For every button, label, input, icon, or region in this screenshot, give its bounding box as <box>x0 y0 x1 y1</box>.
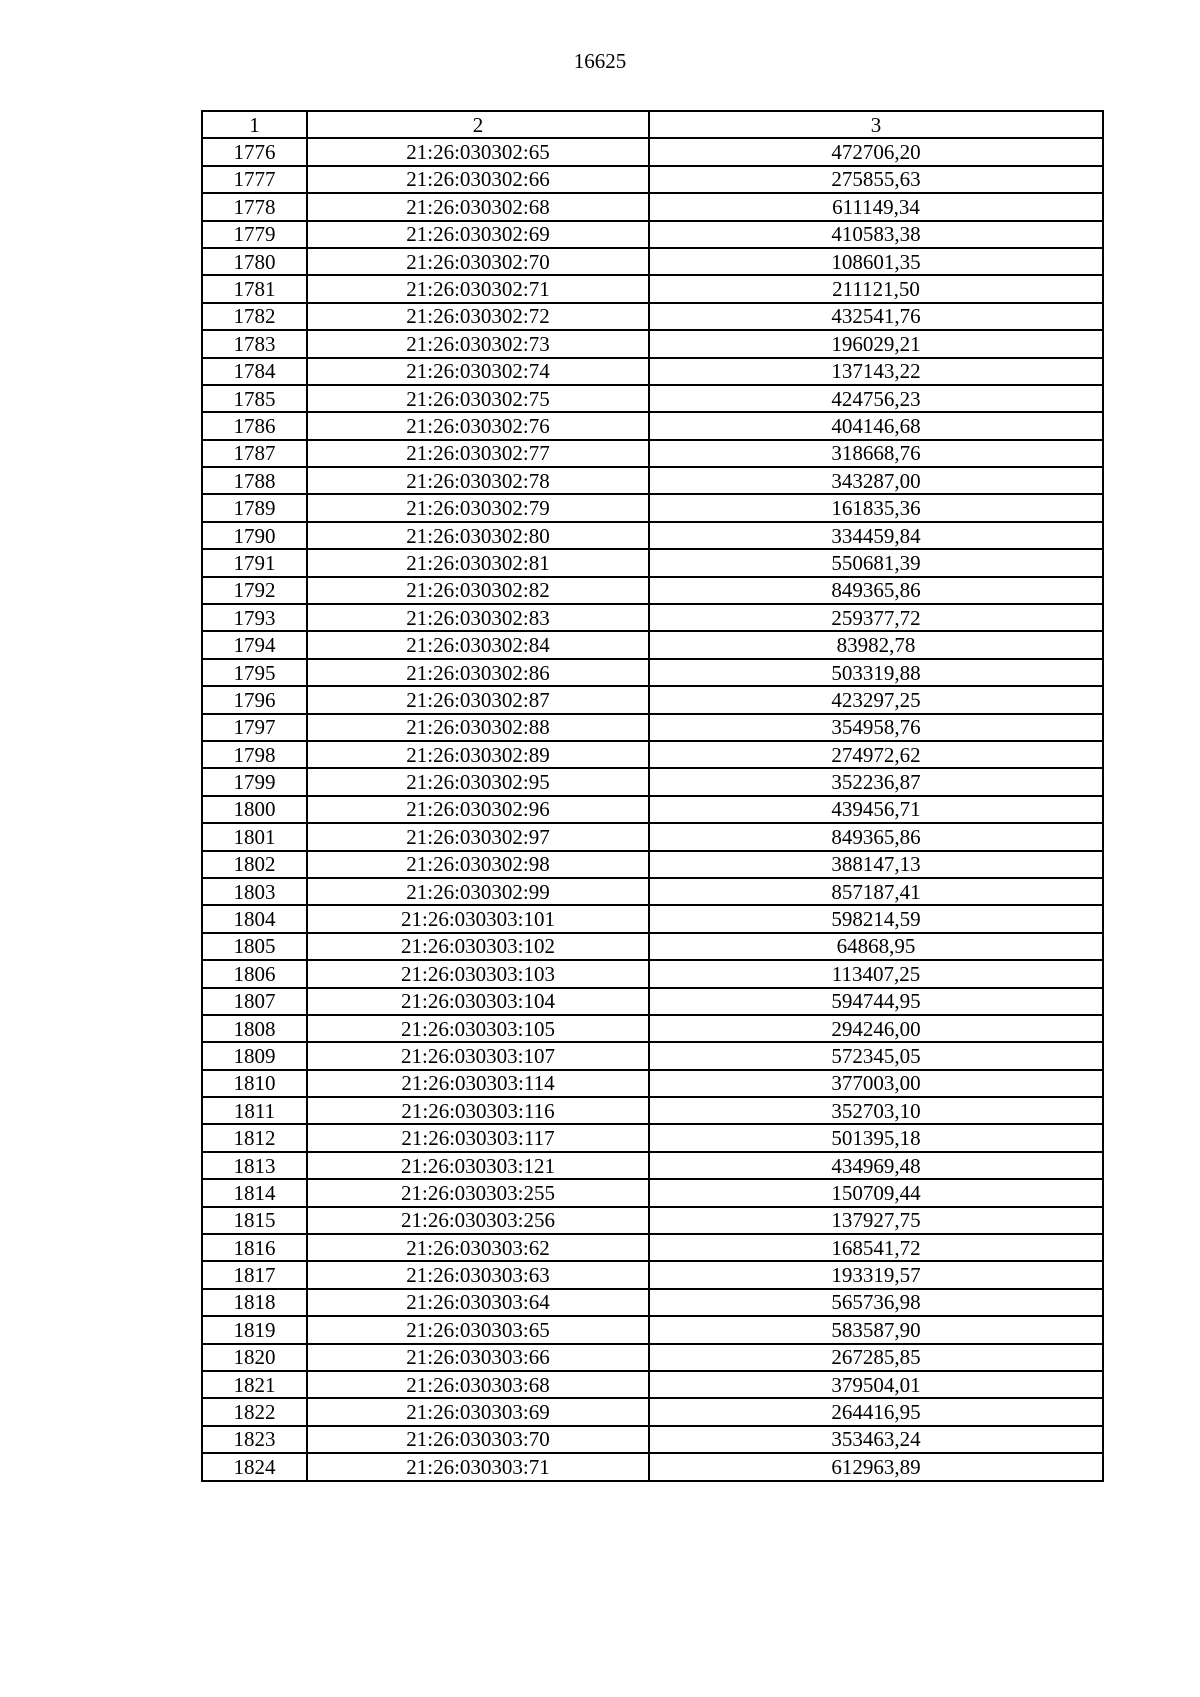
value-cell: 352236,87 <box>649 768 1103 795</box>
table-row <box>202 1316 1103 1343</box>
cadastral-number-cell: 21:26:030302:81 <box>307 549 649 576</box>
table-row <box>202 1207 1103 1234</box>
row-number-cell: 1819 <box>202 1316 307 1343</box>
row-number-cell: 1784 <box>202 358 307 385</box>
table-row <box>202 1015 1103 1042</box>
value-cell: 550681,39 <box>649 549 1103 576</box>
cadastral-number-cell: 21:26:030302:82 <box>307 577 649 604</box>
value-cell: 583587,90 <box>649 1316 1103 1343</box>
row-number-cell: 1794 <box>202 631 307 658</box>
value-cell: 377003,00 <box>649 1070 1103 1097</box>
value-cell: 572345,05 <box>649 1042 1103 1069</box>
table-row <box>202 1234 1103 1261</box>
cadastral-number-cell: 21:26:030302:69 <box>307 221 649 248</box>
table-row <box>202 412 1103 439</box>
value-cell: 211121,50 <box>649 275 1103 302</box>
row-number-cell: 1780 <box>202 248 307 275</box>
cadastral-number-cell: 21:26:030303:121 <box>307 1152 649 1179</box>
table-row <box>202 604 1103 631</box>
table-row <box>202 631 1103 658</box>
cadastral-number-cell: 21:26:030303:104 <box>307 988 649 1015</box>
row-number-cell: 1791 <box>202 549 307 576</box>
table-row <box>202 1289 1103 1316</box>
table-row <box>202 385 1103 412</box>
cadastral-number-cell: 21:26:030302:87 <box>307 686 649 713</box>
row-number-cell: 1798 <box>202 741 307 768</box>
row-number-cell: 1802 <box>202 851 307 878</box>
table-row <box>202 1344 1103 1371</box>
table-row <box>202 440 1103 467</box>
cadastral-number-cell: 21:26:030302:65 <box>307 138 649 165</box>
cadastral-number-cell: 21:26:030302:80 <box>307 522 649 549</box>
table-row <box>202 1097 1103 1124</box>
table-row <box>202 166 1103 193</box>
table-row <box>202 358 1103 385</box>
table-row <box>202 1124 1103 1151</box>
value-cell: 565736,98 <box>649 1289 1103 1316</box>
table-body <box>202 138 1103 1480</box>
value-cell: 108601,35 <box>649 248 1103 275</box>
value-cell: 150709,44 <box>649 1179 1103 1206</box>
value-cell: 64868,95 <box>649 933 1103 960</box>
cadastral-number-cell: 21:26:030303:64 <box>307 1289 649 1316</box>
row-number-cell: 1788 <box>202 467 307 494</box>
table-row <box>202 330 1103 357</box>
row-number-cell: 1822 <box>202 1398 307 1425</box>
value-cell: 264416,95 <box>649 1398 1103 1425</box>
table-row <box>202 577 1103 604</box>
cadastral-number-cell: 21:26:030302:72 <box>307 303 649 330</box>
row-number-cell: 1789 <box>202 494 307 521</box>
value-cell: 354958,76 <box>649 714 1103 741</box>
table-row <box>202 494 1103 521</box>
row-number-cell: 1817 <box>202 1261 307 1288</box>
value-cell: 434969,48 <box>649 1152 1103 1179</box>
value-cell: 503319,88 <box>649 659 1103 686</box>
cadastral-number-cell: 21:26:030302:76 <box>307 412 649 439</box>
value-cell: 161835,36 <box>649 494 1103 521</box>
row-number-cell: 1793 <box>202 604 307 631</box>
row-number-cell: 1803 <box>202 878 307 905</box>
cadastral-number-cell: 21:26:030302:97 <box>307 823 649 850</box>
value-cell: 318668,76 <box>649 440 1103 467</box>
row-number-cell: 1815 <box>202 1207 307 1234</box>
table-row <box>202 1261 1103 1288</box>
row-number-cell: 1785 <box>202 385 307 412</box>
value-cell: 410583,38 <box>649 221 1103 248</box>
cadastral-number-cell: 21:26:030302:78 <box>307 467 649 494</box>
row-number-cell: 1806 <box>202 960 307 987</box>
cadastral-number-cell: 21:26:030302:79 <box>307 494 649 521</box>
value-cell: 353463,24 <box>649 1426 1103 1453</box>
table-row <box>202 823 1103 850</box>
value-cell: 472706,20 <box>649 138 1103 165</box>
value-cell: 423297,25 <box>649 686 1103 713</box>
row-number-cell: 1795 <box>202 659 307 686</box>
row-number-cell: 1807 <box>202 988 307 1015</box>
cadastral-number-cell: 21:26:030303:70 <box>307 1426 649 1453</box>
row-number-cell: 1799 <box>202 768 307 795</box>
header-cell-3: 3 <box>649 111 1103 138</box>
value-cell: 404146,68 <box>649 412 1103 439</box>
cadastral-number-cell: 21:26:030302:88 <box>307 714 649 741</box>
cadastral-number-cell: 21:26:030302:77 <box>307 440 649 467</box>
value-cell: 424756,23 <box>649 385 1103 412</box>
cadastral-number-cell: 21:26:030302:73 <box>307 330 649 357</box>
row-number-cell: 1813 <box>202 1152 307 1179</box>
row-number-cell: 1796 <box>202 686 307 713</box>
header-cell-2: 2 <box>307 111 649 138</box>
table-row <box>202 878 1103 905</box>
cadastral-number-cell: 21:26:030303:69 <box>307 1398 649 1425</box>
row-number-cell: 1811 <box>202 1097 307 1124</box>
table-row <box>202 741 1103 768</box>
row-number-cell: 1781 <box>202 275 307 302</box>
value-cell: 267285,85 <box>649 1344 1103 1371</box>
table-row <box>202 303 1103 330</box>
table-row <box>202 851 1103 878</box>
page-number: 16625 <box>573 49 627 73</box>
table-header <box>202 111 1103 138</box>
cadastral-number-cell: 21:26:030302:86 <box>307 659 649 686</box>
header-row <box>202 111 1103 138</box>
table-row <box>202 714 1103 741</box>
row-number-cell: 1797 <box>202 714 307 741</box>
cadastral-number-cell: 21:26:030302:83 <box>307 604 649 631</box>
value-cell: 379504,01 <box>649 1371 1103 1398</box>
value-cell: 611149,34 <box>649 193 1103 220</box>
row-number-cell: 1790 <box>202 522 307 549</box>
value-cell: 857187,41 <box>649 878 1103 905</box>
value-cell: 439456,71 <box>649 796 1103 823</box>
cadastral-number-cell: 21:26:030302:95 <box>307 768 649 795</box>
value-cell: 352703,10 <box>649 1097 1103 1124</box>
table-row <box>202 686 1103 713</box>
cadastral-number-cell: 21:26:030302:98 <box>307 851 649 878</box>
value-cell: 343287,00 <box>649 467 1103 494</box>
cadastral-number-cell: 21:26:030303:114 <box>307 1070 649 1097</box>
table-row <box>202 549 1103 576</box>
table-row <box>202 221 1103 248</box>
value-cell: 598214,59 <box>649 905 1103 932</box>
row-number-cell: 1782 <box>202 303 307 330</box>
cadastral-number-cell: 21:26:030302:75 <box>307 385 649 412</box>
row-number-cell: 1820 <box>202 1344 307 1371</box>
row-number-cell: 1801 <box>202 823 307 850</box>
table-row <box>202 248 1103 275</box>
table-row <box>202 138 1103 165</box>
cadastral-number-cell: 21:26:030303:101 <box>307 905 649 932</box>
row-number-cell: 1810 <box>202 1070 307 1097</box>
table-row <box>202 1371 1103 1398</box>
cadastral-number-cell: 21:26:030303:116 <box>307 1097 649 1124</box>
table-row <box>202 275 1103 302</box>
table-row <box>202 659 1103 686</box>
value-cell: 137143,22 <box>649 358 1103 385</box>
cadastral-number-cell: 21:26:030303:256 <box>307 1207 649 1234</box>
table-row <box>202 960 1103 987</box>
cadastral-number-cell: 21:26:030303:65 <box>307 1316 649 1343</box>
row-number-cell: 1808 <box>202 1015 307 1042</box>
value-cell: 193319,57 <box>649 1261 1103 1288</box>
cadastral-number-cell: 21:26:030303:68 <box>307 1371 649 1398</box>
row-number-cell: 1792 <box>202 577 307 604</box>
cadastral-number-cell: 21:26:030303:66 <box>307 1344 649 1371</box>
table-row <box>202 905 1103 932</box>
cadastral-number-cell: 21:26:030303:71 <box>307 1453 649 1480</box>
cadastral-number-cell: 21:26:030303:63 <box>307 1261 649 1288</box>
cadastral-number-cell: 21:26:030303:103 <box>307 960 649 987</box>
row-number-cell: 1821 <box>202 1371 307 1398</box>
cadastral-number-cell: 21:26:030303:62 <box>307 1234 649 1261</box>
value-cell: 334459,84 <box>649 522 1103 549</box>
cadastral-number-cell: 21:26:030303:102 <box>307 933 649 960</box>
cadastral-number-cell: 21:26:030303:105 <box>307 1015 649 1042</box>
row-number-cell: 1779 <box>202 221 307 248</box>
cadastral-number-cell: 21:26:030302:70 <box>307 248 649 275</box>
row-number-cell: 1809 <box>202 1042 307 1069</box>
cadastral-number-cell: 21:26:030302:84 <box>307 631 649 658</box>
cadastral-number-cell: 21:26:030302:96 <box>307 796 649 823</box>
value-cell: 259377,72 <box>649 604 1103 631</box>
value-cell: 168541,72 <box>649 1234 1103 1261</box>
table-row <box>202 193 1103 220</box>
cadastral-number-cell: 21:26:030302:99 <box>307 878 649 905</box>
cadastral-number-cell: 21:26:030303:117 <box>307 1124 649 1151</box>
table-row <box>202 1398 1103 1425</box>
value-cell: 849365,86 <box>649 577 1103 604</box>
cadastral-number-cell: 21:26:030302:71 <box>307 275 649 302</box>
value-cell: 612963,89 <box>649 1453 1103 1480</box>
row-number-cell: 1814 <box>202 1179 307 1206</box>
cadastral-number-cell: 21:26:030302:89 <box>307 741 649 768</box>
cadastral-number-cell: 21:26:030303:255 <box>307 1179 649 1206</box>
cadastral-number-cell: 21:26:030302:74 <box>307 358 649 385</box>
value-cell: 137927,75 <box>649 1207 1103 1234</box>
table-row <box>202 988 1103 1015</box>
row-number-cell: 1800 <box>202 796 307 823</box>
data-table <box>201 110 1104 1482</box>
value-cell: 113407,25 <box>649 960 1103 987</box>
table-row <box>202 522 1103 549</box>
table-row <box>202 1453 1103 1480</box>
value-cell: 294246,00 <box>649 1015 1103 1042</box>
table-row <box>202 1179 1103 1206</box>
row-number-cell: 1818 <box>202 1289 307 1316</box>
table-row <box>202 796 1103 823</box>
header-cell-1: 1 <box>202 111 307 138</box>
value-cell: 849365,86 <box>649 823 1103 850</box>
value-cell: 275855,63 <box>649 166 1103 193</box>
value-cell: 83982,78 <box>649 631 1103 658</box>
value-cell: 196029,21 <box>649 330 1103 357</box>
row-number-cell: 1804 <box>202 905 307 932</box>
cadastral-number-cell: 21:26:030303:107 <box>307 1042 649 1069</box>
table-row <box>202 768 1103 795</box>
row-number-cell: 1823 <box>202 1426 307 1453</box>
row-number-cell: 1805 <box>202 933 307 960</box>
row-number-cell: 1776 <box>202 138 307 165</box>
table-row <box>202 933 1103 960</box>
row-number-cell: 1812 <box>202 1124 307 1151</box>
table-row <box>202 1070 1103 1097</box>
cadastral-number-cell: 21:26:030302:66 <box>307 166 649 193</box>
table-row <box>202 1152 1103 1179</box>
row-number-cell: 1786 <box>202 412 307 439</box>
table-row <box>202 467 1103 494</box>
table-row <box>202 1042 1103 1069</box>
row-number-cell: 1816 <box>202 1234 307 1261</box>
value-cell: 501395,18 <box>649 1124 1103 1151</box>
table-row <box>202 1426 1103 1453</box>
row-number-cell: 1783 <box>202 330 307 357</box>
row-number-cell: 1778 <box>202 193 307 220</box>
row-number-cell: 1787 <box>202 440 307 467</box>
value-cell: 432541,76 <box>649 303 1103 330</box>
row-number-cell: 1777 <box>202 166 307 193</box>
row-number-cell: 1824 <box>202 1453 307 1480</box>
value-cell: 388147,13 <box>649 851 1103 878</box>
value-cell: 594744,95 <box>649 988 1103 1015</box>
cadastral-number-cell: 21:26:030302:68 <box>307 193 649 220</box>
value-cell: 274972,62 <box>649 741 1103 768</box>
